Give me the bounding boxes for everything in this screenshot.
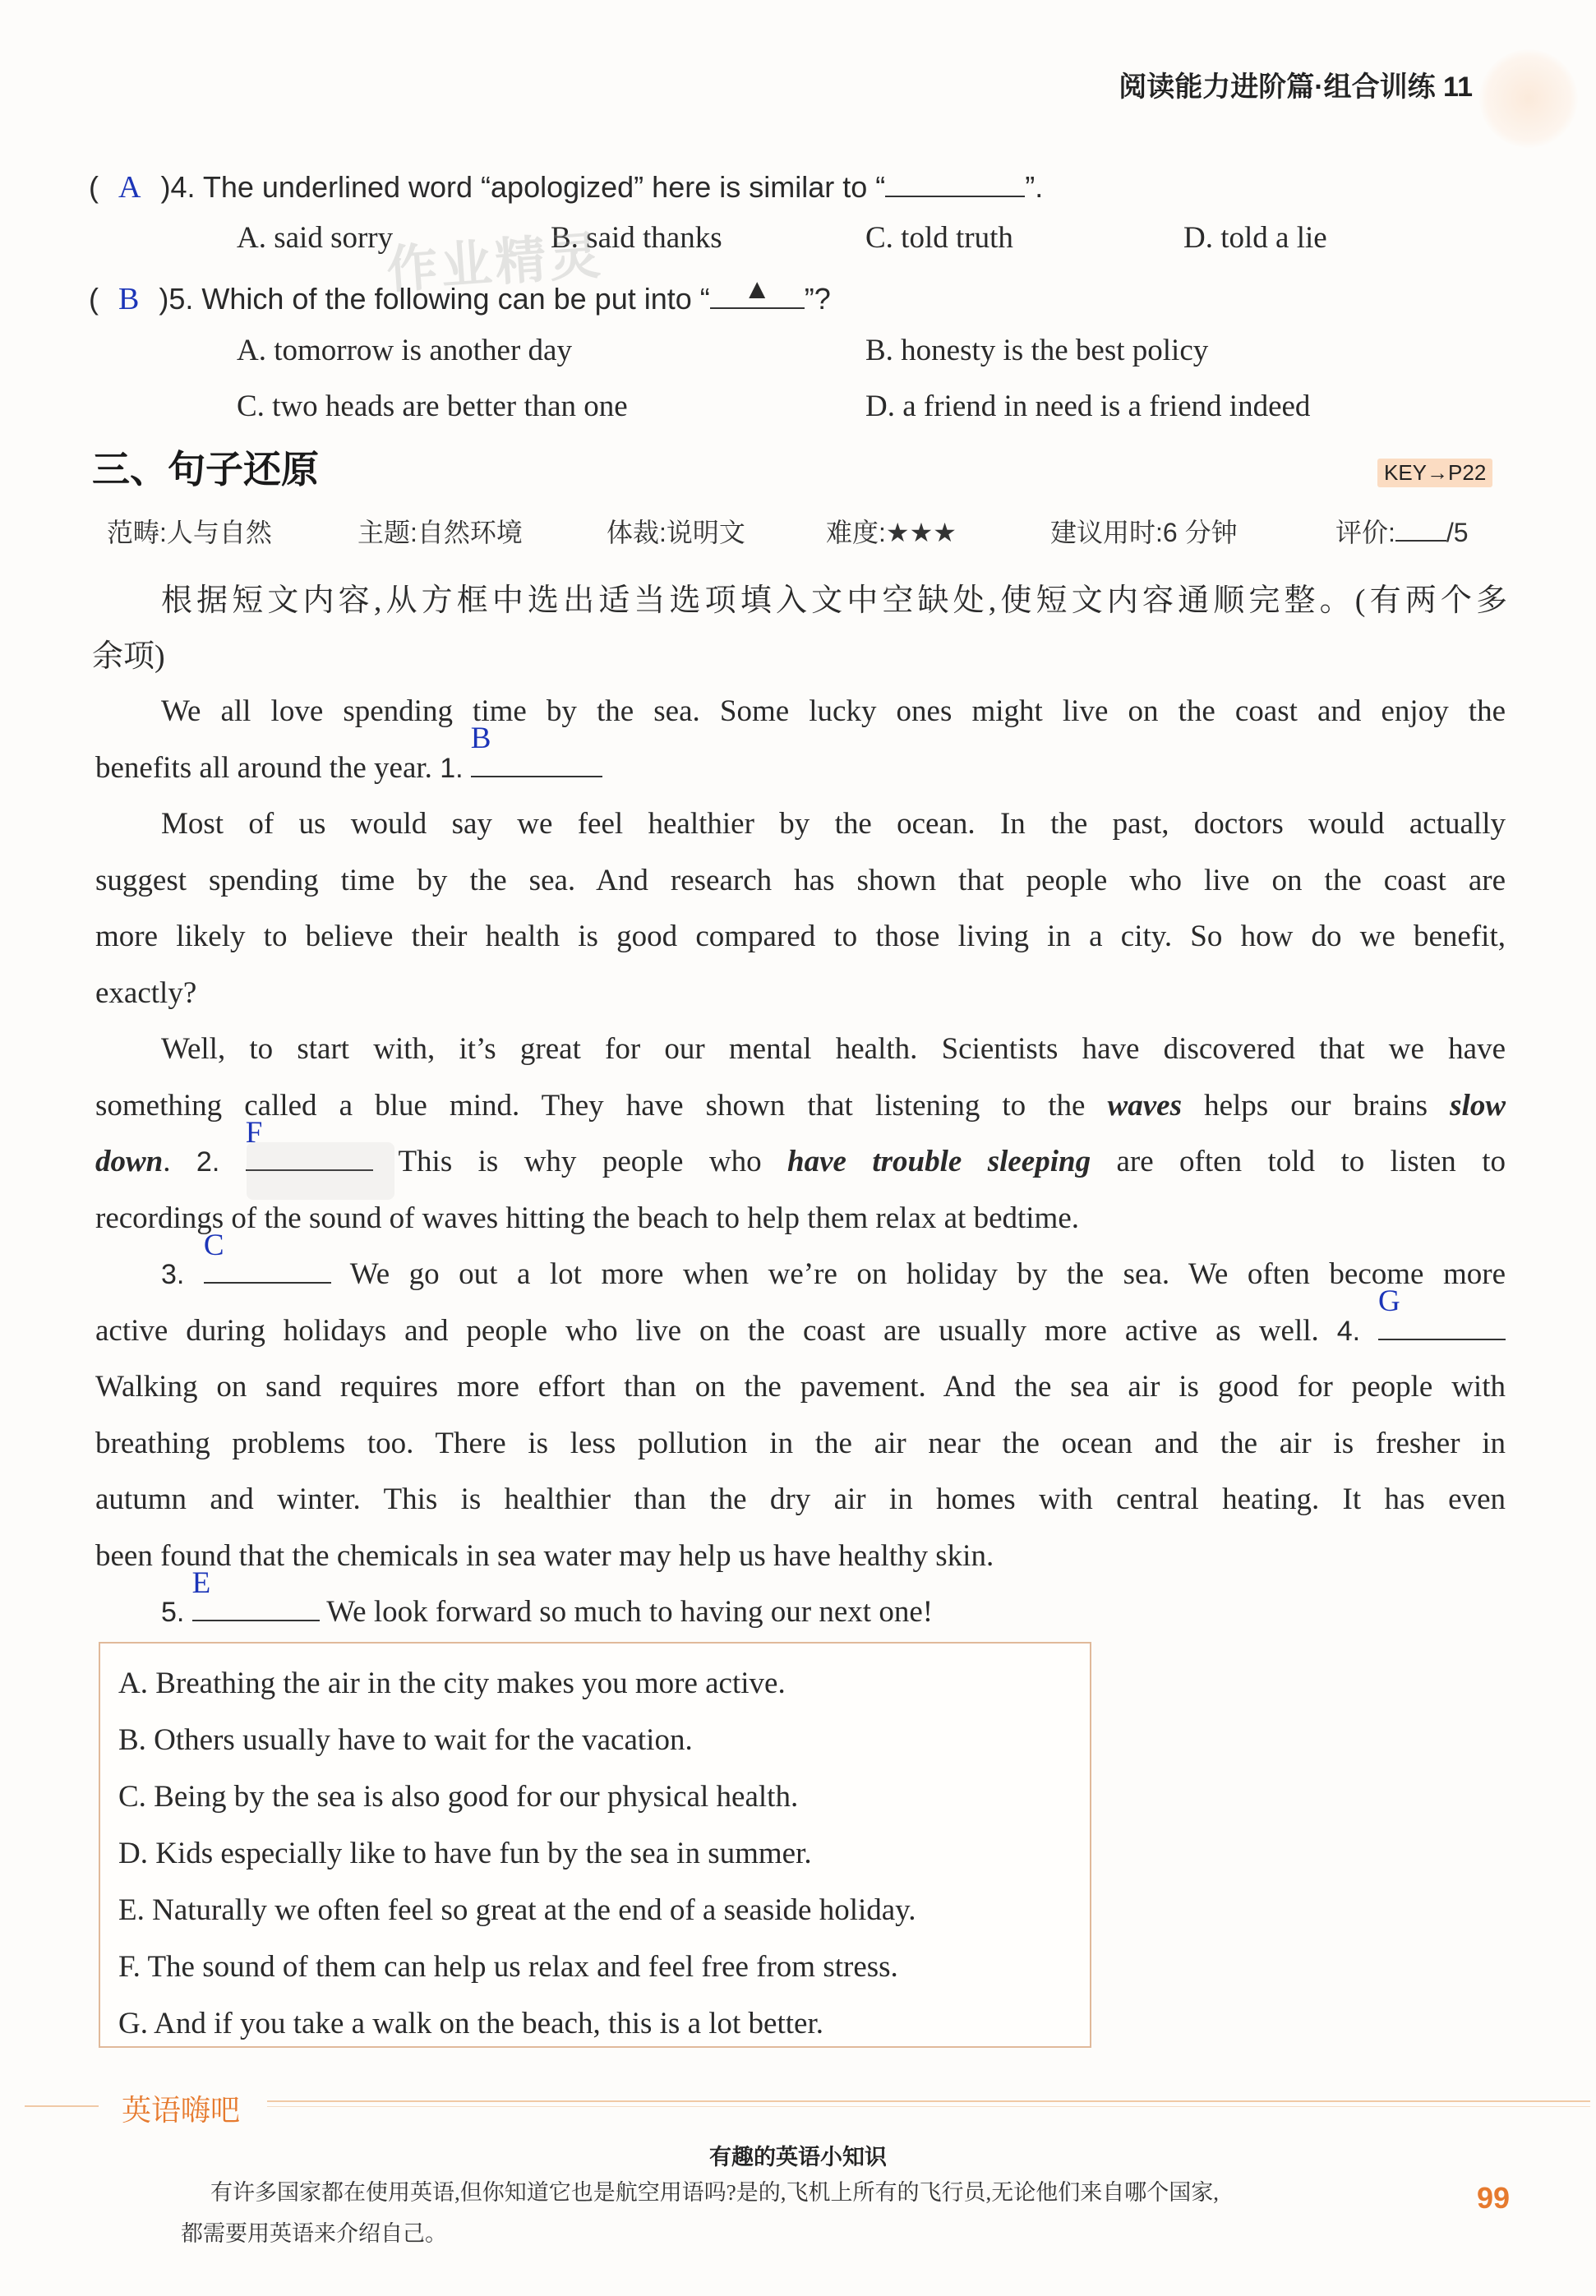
p2-line-1: Most of us would say we feel healthier by the ocean. In the past, doctors would actually <box>161 807 1506 841</box>
q5-option-d: D. a friend in need is a friend indeed <box>865 390 1311 423</box>
blank-2-answer: F <box>245 1115 263 1150</box>
section-title: 三、句子还原 <box>92 448 319 491</box>
q4-option-c: C. told truth <box>865 221 1013 255</box>
p3-line-2c: helps our brains <box>1204 1088 1428 1123</box>
watermark: 作业精灵 <box>385 227 606 300</box>
p4-line-4: breathing problems too. There is less pollution in the air near the ocean and the air is fresher in <box>95 1426 1506 1460</box>
triangle-icon: ▲ <box>743 274 772 305</box>
p2-line-3: more likely to believe their health is good compared to those living in a city. So how do we benefit, <box>95 920 1506 953</box>
box-option-b: B. Others usually have to wait for the vacation. <box>118 1723 693 1757</box>
blank-3 <box>203 1228 331 1284</box>
blank-1 <box>470 722 602 777</box>
meta-score-tail: /5 <box>1446 518 1469 547</box>
p1-line-1: We all love spending time by the sea. Some lucky ones might live on the coast and enjoy the <box>161 694 1506 728</box>
blank-5-number: 5. <box>161 1597 185 1628</box>
emphasis-trouble-sleeping: have trouble sleeping <box>787 1145 1091 1178</box>
emphasis-down: down <box>95 1145 164 1178</box>
box-option-d: D. Kids especially like to have fun by the sea in summer. <box>118 1837 812 1870</box>
blank-3-number: 3. <box>161 1259 185 1290</box>
instruction-line-2: 余项) <box>92 639 165 674</box>
page-number: 99 <box>1477 2181 1511 2215</box>
meta-score-label: 评价: <box>1335 518 1395 547</box>
meta-score <box>1335 512 1469 550</box>
instruction-line-1: 根据短文内容,从方框中选出适当选项填入文中空缺处,使短文内容通顺完整。(有两个多 <box>161 583 1507 618</box>
p3-period: . <box>163 1145 171 1178</box>
corner-ornament <box>1479 49 1578 148</box>
blank-1-number: 1. <box>440 752 464 784</box>
p3-line-3c: This is why people who <box>398 1145 762 1178</box>
q5-answer: B <box>118 282 140 316</box>
box-option-f: F. The sound of them can help us relax and feel free from stress. <box>118 1950 898 1984</box>
p3-line-2a: something called a blue mind. They have shown that listening to the <box>95 1088 1086 1123</box>
blank-5-answer: E <box>191 1565 211 1600</box>
q5-bracket: ( <box>89 282 99 316</box>
q4-tail: ”. <box>1025 170 1044 204</box>
q5-text: )5. Which of the following can be put into “ <box>159 282 710 316</box>
instruction <box>92 573 1507 685</box>
question-4 <box>89 166 1043 205</box>
options-box <box>99 1642 1091 2048</box>
meta-scope: 范畴:人与自然 <box>107 518 272 547</box>
q4-option-b: B. said thanks <box>551 221 722 255</box>
tip-line-2: 都需要用英语来介绍自己。 <box>181 2221 447 2246</box>
box-option-c: C. Being by the sea is also good for our physical health. <box>118 1780 799 1814</box>
emphasis-slow: slow <box>1450 1088 1506 1123</box>
blank-5 <box>191 1565 320 1621</box>
q4-bracket: ( <box>89 170 99 204</box>
p4-line-1-text: We go out a lot more when we’re on holiday by the sea. We often become more <box>349 1257 1506 1291</box>
p1-line-2-text: benefits all around the year. <box>95 750 432 785</box>
blank-4-number: 4. <box>1336 1315 1361 1347</box>
p4-line-5: autumn and winter. This is healthier than the dry air in homes with central heating. It has even <box>95 1482 1506 1516</box>
box-option-g: G. And if you take a walk on the beach, this is a lot better. <box>118 2007 823 2040</box>
box-option-a: A. Breathing the air in the city makes you more active. <box>118 1667 786 1700</box>
q5-tail: ”? <box>804 282 831 316</box>
emphasis-waves: waves <box>1107 1088 1182 1123</box>
p2-line-2: suggest spending time by the sea. And research has shown that people who live on the coast are <box>95 863 1506 897</box>
p4-line-3: Walking on sand requires more effort than on the pavement. And the sea air is good for people with <box>95 1370 1506 1404</box>
q4-blank <box>885 166 1025 197</box>
tip-title: 有趣的英语小知识 <box>709 2145 887 2169</box>
footer-rule-right-2 <box>267 2106 1590 2107</box>
q5-option-a: A. tomorrow is another day <box>237 334 572 367</box>
q4-answer: A <box>118 170 141 205</box>
p4-line-2 <box>95 1284 1506 1360</box>
q4-option-a: A. said sorry <box>237 221 394 255</box>
q5-option-c: C. two heads are better than one <box>237 390 628 423</box>
p4-line-1 <box>95 1228 1506 1303</box>
p4-line-6: been found that the chemicals in sea water may help us have healthy skin. <box>95 1538 994 1573</box>
watermark-2 <box>247 1142 394 1200</box>
blank-3-answer: C <box>203 1228 224 1262</box>
p4-line-2-text: active during holidays and people who live on the coast are usually more active as well. <box>95 1313 1319 1348</box>
meta-difficulty: 难度:★★★ <box>826 518 957 547</box>
p3-line-1: Well, to start with, it’s great for our mental health. Scientists have discovered that we have <box>161 1032 1506 1066</box>
blank-2-number: 2. <box>196 1146 220 1178</box>
box-option-e: E. Naturally we often feel so great at the end of a seaside holiday. <box>118 1893 916 1927</box>
score-blank <box>1395 516 1446 542</box>
blank-4 <box>1378 1284 1506 1340</box>
q4-text: )4. The underlined word “apologized” here is similar to “ <box>160 170 886 204</box>
p5-text: We look forward so much to having our next one! <box>326 1595 934 1629</box>
q5-option-b: B. honesty is the best policy <box>865 334 1209 367</box>
footer-rule-right <box>267 2100 1590 2102</box>
footer-rule-left <box>25 2105 99 2107</box>
p3-line-3e: are often told to listen to <box>1116 1145 1506 1178</box>
blank-1-answer: B <box>470 722 491 755</box>
footer-label: 英语嗨吧 <box>122 2093 241 2127</box>
meta-genre: 体裁:说明文 <box>607 518 745 547</box>
tip-line-1: 有许多国家都在使用英语,但你知道它也是航空用语吗?是的,飞机上所有的飞行员,无论他们来自哪个国家, <box>210 2180 1219 2205</box>
blank-4-answer: G <box>1378 1284 1400 1318</box>
p1-line-2 <box>95 722 1506 797</box>
p2-line-4: exactly? <box>95 975 197 1010</box>
q5-blank <box>710 274 805 309</box>
meta-topic: 主题:自然环境 <box>357 518 523 547</box>
meta-time: 建议用时:6 分钟 <box>1050 518 1238 547</box>
p5-line-1 <box>95 1565 1506 1641</box>
p3-line-4: recordings of the sound of waves hitting the beach to help them relax at bedtime. <box>95 1201 1080 1235</box>
page-header-title: 阅读能力进阶篇·组合训练 11 <box>1119 71 1473 103</box>
key-reference-badge: KEY→P22 <box>1377 459 1492 487</box>
q4-option-d: D. told a lie <box>1183 221 1327 255</box>
